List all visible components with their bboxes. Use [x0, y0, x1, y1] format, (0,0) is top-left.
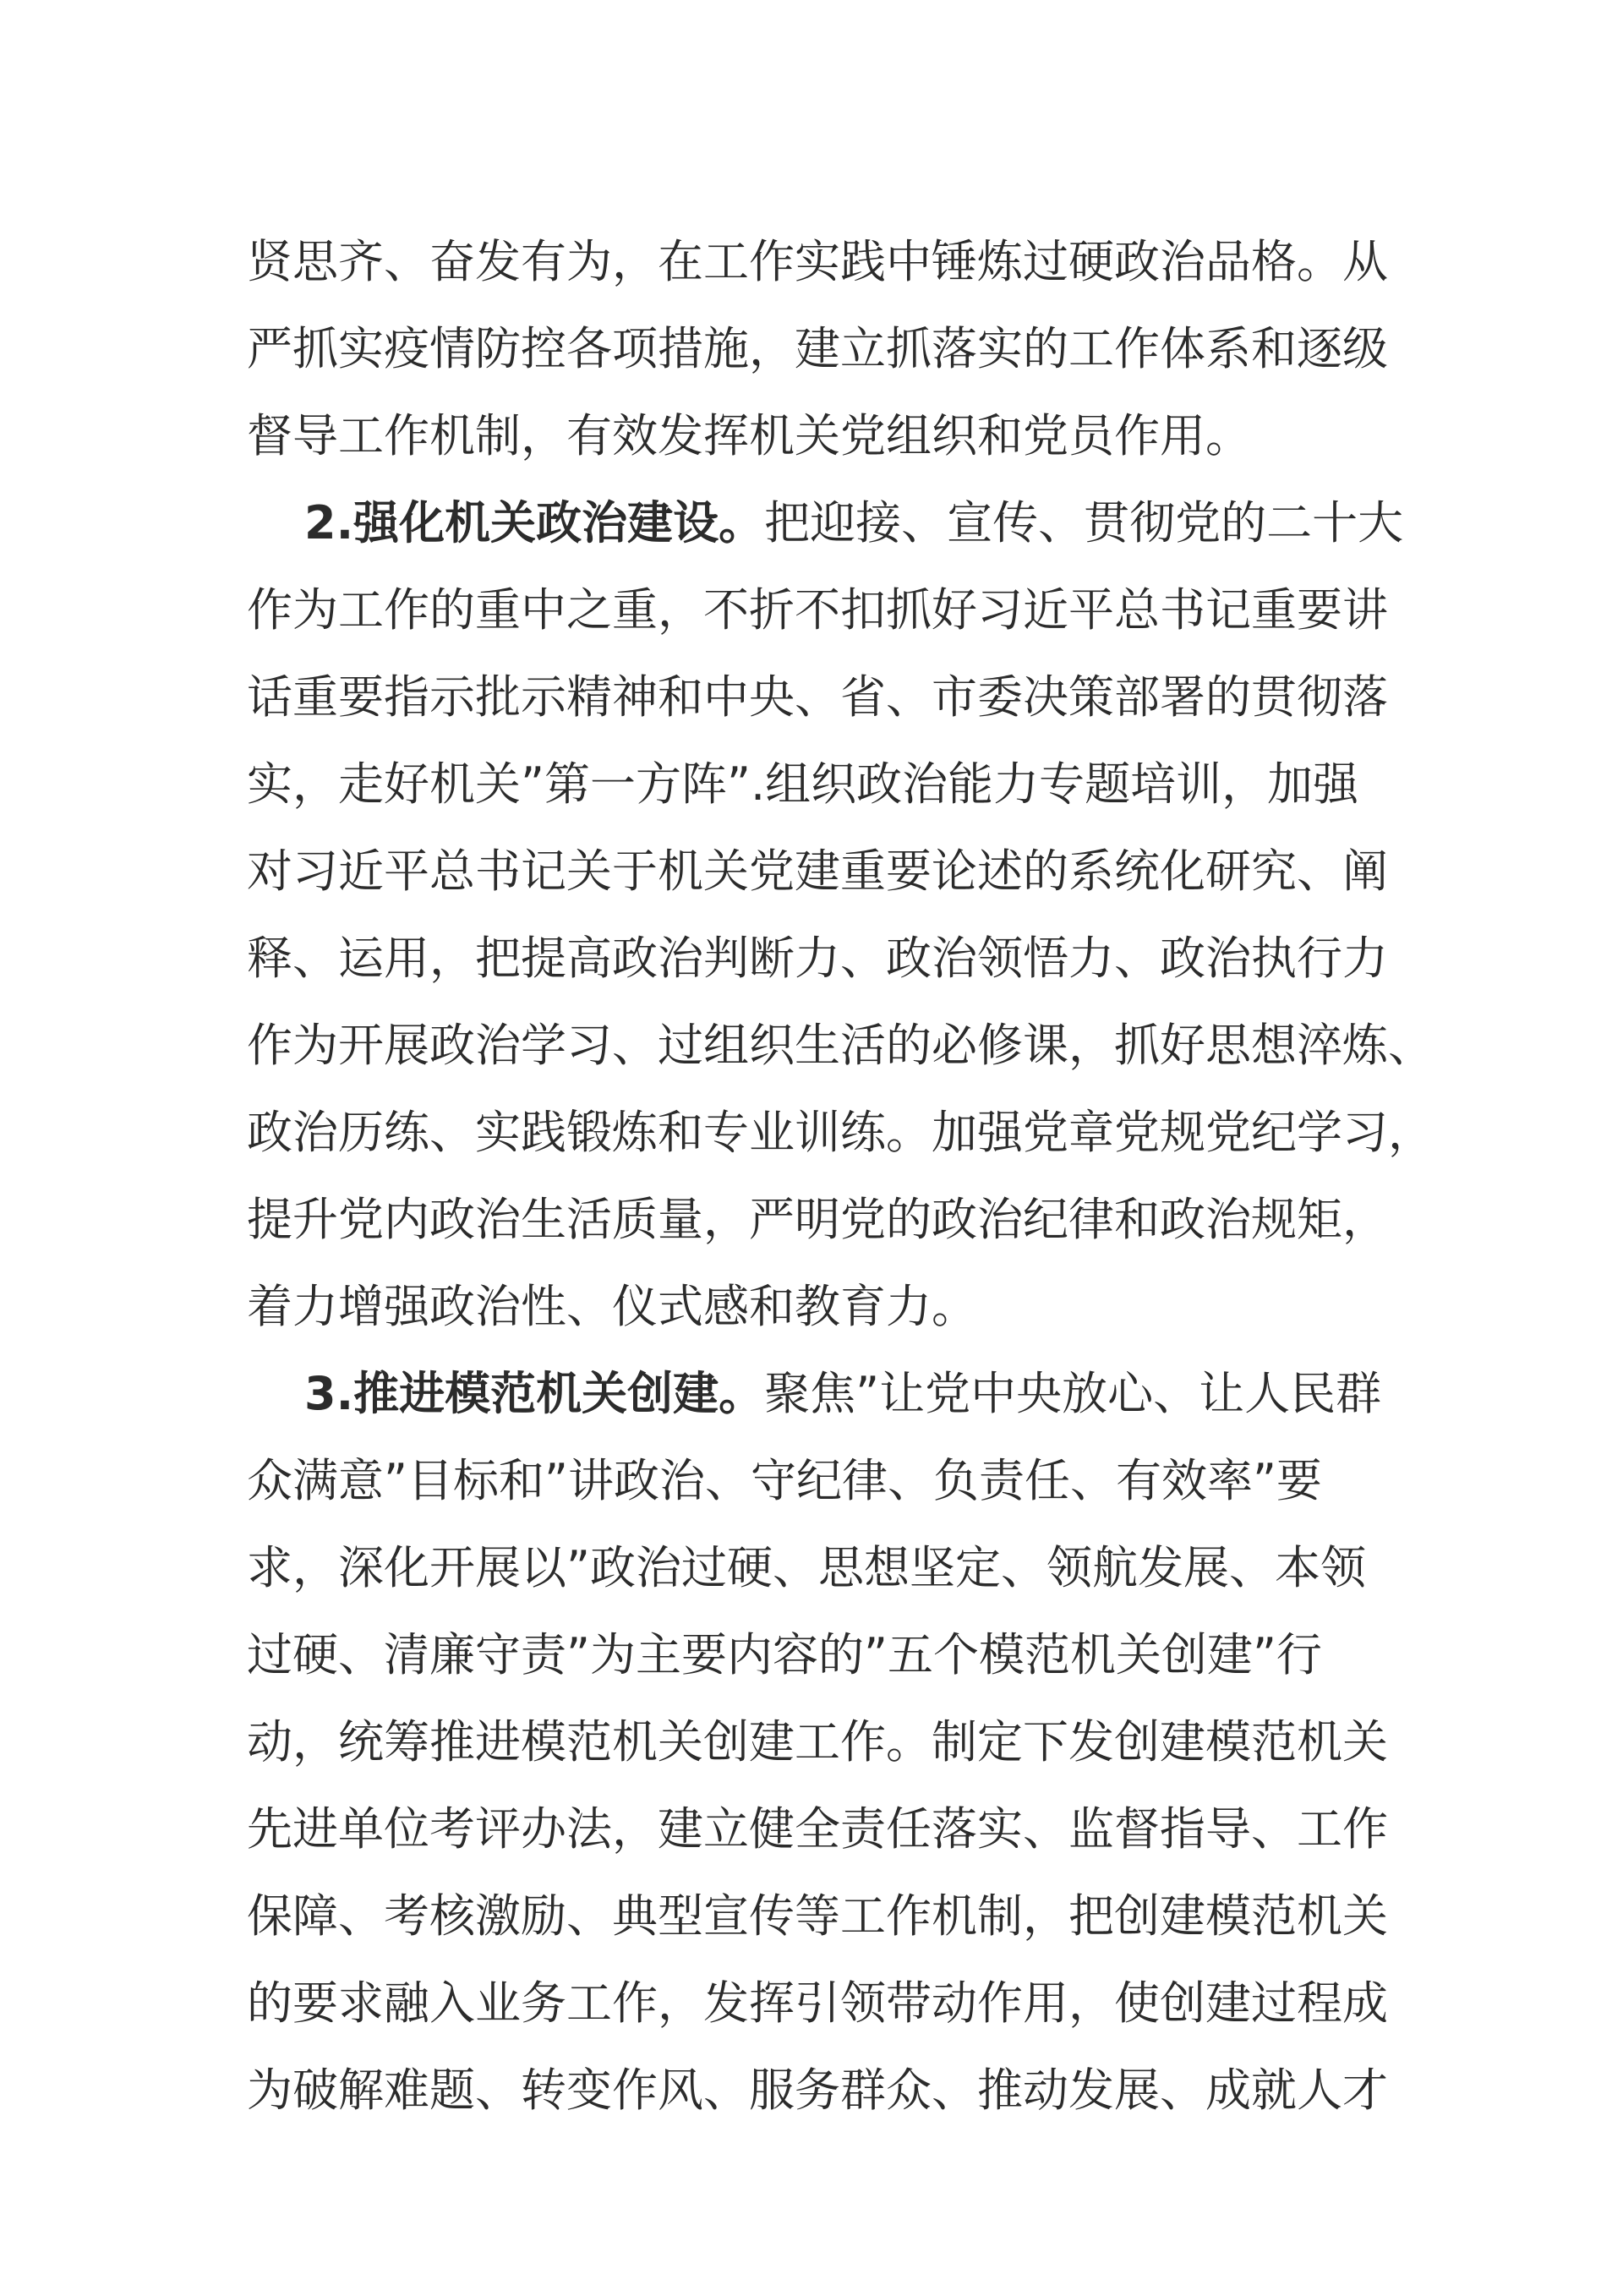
- paragraph-line: 众满意”目标和”讲政治、守纪律、负责任、有效率”要: [247, 1454, 1322, 1507]
- paragraph-line: 政治历练、实践锻炼和专业训练。加强党章党规党纪学习，: [247, 1106, 1434, 1159]
- paragraph-1: [247, 218, 1388, 479]
- paragraph-line: 保障、考核激励、典型宣传等工作机制，把创建模范机关: [247, 1889, 1388, 1943]
- paragraph-line: 对习近平总书记关于机关党建重要论述的系统化研究、阐: [247, 845, 1388, 898]
- paragraph-first-line: [247, 479, 1404, 566]
- paragraph-line: 贤思齐、奋发有为，在工作实践中锤炼过硬政治品格。从: [247, 235, 1388, 288]
- paragraph-line: 着力增强政治性、仪式感和教育力。: [247, 1280, 977, 1333]
- paragraph-line: 求，深化开展以”政治过硬、思想坚定、领航发展、本领: [247, 1541, 1366, 1594]
- paragraph-first-line: [247, 1350, 1380, 1437]
- paragraph-line: 督导工作机制，有效发挥机关党组织和党员作用。: [247, 409, 1251, 462]
- paragraph-line: 释、运用，把提高政治判断力、政治领悟力、政治执行力: [247, 932, 1388, 985]
- paragraph-line: 严抓实疫情防控各项措施，建立抓落实的工作体系和逐级: [247, 322, 1388, 375]
- paragraph-line: 提升党内政治生活质量，严明党的政治纪律和政治规矩，: [247, 1193, 1388, 1246]
- paragraph-line: 作为工作的重中之重，不折不扣抓好习近平总书记重要讲: [247, 583, 1388, 637]
- paragraph-3: [247, 1350, 1388, 2134]
- paragraph-line: 作为开展政治学习、过组织生活的必修课，抓好思想淬炼、: [247, 1019, 1434, 1072]
- section-heading-3: 3.推进模范机关创建。: [304, 1367, 765, 1420]
- paragraph-line: 话重要指示批示精神和中央、省、市委决策部署的贯彻落: [247, 670, 1388, 724]
- paragraph-line: 为破解难题、转变作风、服务群众、推动发展、成就人才: [247, 2064, 1388, 2117]
- paragraph-2: [247, 479, 1434, 1350]
- paragraph-line: 过硬、清廉守责”为主要内容的”五个模范机关创建”行: [247, 1628, 1322, 1681]
- paragraph-text: 聚焦”让党中央放心、让人民群: [764, 1367, 1382, 1420]
- paragraph-text: 把迎接、宣传、贯彻党的二十大: [764, 496, 1404, 549]
- document-body: [247, 218, 1434, 2134]
- paragraph-line: 的要求融入业务工作，发挥引领带动作用，使创建过程成: [247, 1976, 1388, 2030]
- section-heading-2: 2.强化机关政治建设。: [304, 496, 765, 549]
- paragraph-line: 先进单位考评办法，建立健全责任落实、监督指导、工作: [247, 1802, 1388, 1856]
- paragraph-line: 动，统筹推进模范机关创建工作。制定下发创建模范机关: [247, 1715, 1388, 1768]
- paragraph-line: 实，走好机关”第一方阵”.组织政治能力专题培训，加强: [247, 757, 1359, 811]
